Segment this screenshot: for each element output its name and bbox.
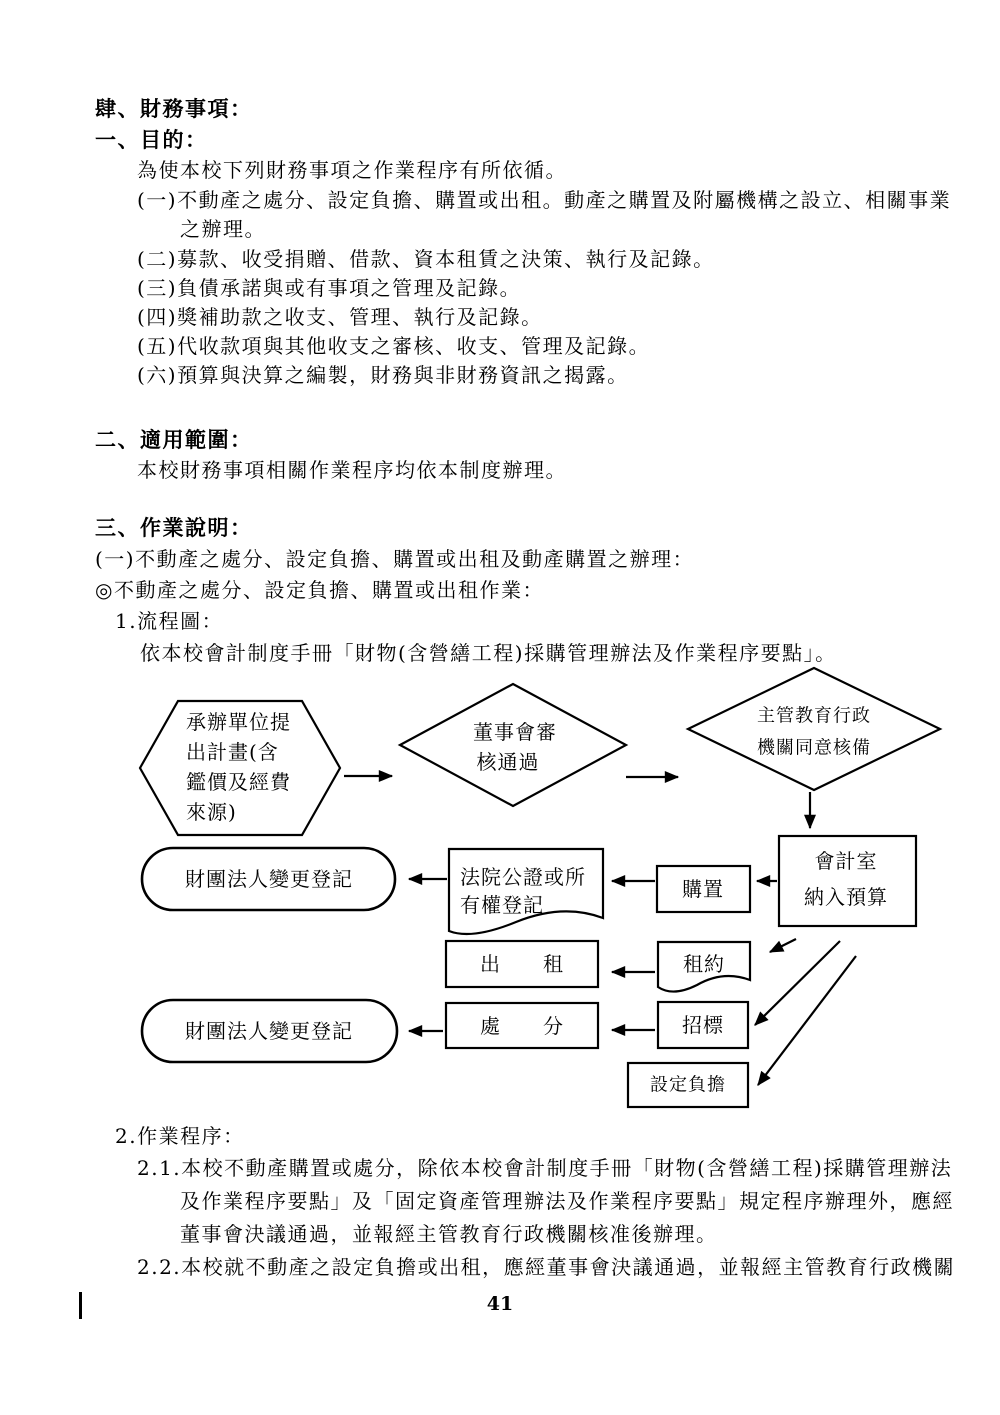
lease-contract-label: 租約 bbox=[683, 952, 725, 976]
lease-out-label: 出 租 bbox=[480, 952, 564, 976]
text-line: 2.1.本校不動產購置或處分，除依本校會計制度手冊「財物(含營繕工程)採購管理辦法 bbox=[137, 1156, 953, 1180]
court-registration-label-line2: 有權登記 bbox=[460, 893, 544, 917]
text-line: 本校財務事項相關作業程序均依本制度辦理。 bbox=[137, 458, 567, 482]
tender-label: 招標 bbox=[682, 1013, 724, 1037]
flowchart-node-authority-approval-diamond bbox=[688, 668, 940, 790]
text-line: 一、目的： bbox=[95, 127, 208, 152]
board-review-label-line1: 董事會審 bbox=[473, 720, 557, 744]
page-number: 41 bbox=[486, 1293, 514, 1315]
text-line: (四)獎補助款之收支、管理、執行及記錄。 bbox=[137, 305, 543, 329]
text-line: 肆、財務事項： bbox=[95, 96, 253, 121]
flowchart-node-board-review-diamond bbox=[400, 684, 626, 806]
purchase-label: 購置 bbox=[682, 877, 724, 901]
text-line: (二)募款、收受捐贈、借款、資本租賃之決策、執行及記錄。 bbox=[137, 247, 715, 271]
text-line: (六)預算與決算之編製，財務與非財務資訊之揭露。 bbox=[137, 363, 629, 387]
encumbrance-label: 設定負擔 bbox=[650, 1074, 726, 1096]
text-line: (三)負債承諾與或有事項之管理及記錄。 bbox=[137, 276, 522, 300]
accounting-budget-label-line2: 納入預算 bbox=[804, 885, 888, 909]
authority-approval-label-line2: 機關同意核備 bbox=[757, 737, 871, 759]
board-review-label-line2: 核通過 bbox=[476, 750, 540, 774]
disposal-label: 處 分 bbox=[480, 1014, 564, 1038]
flowchart-node-court-registration-doc bbox=[449, 849, 603, 934]
text-line: ◎不動產之處分、設定負擔、購置或出租作業： bbox=[95, 578, 544, 602]
authority-approval-label-line1: 主管教育行政 bbox=[757, 705, 871, 727]
arrow-accounting-to-encumbrance bbox=[758, 956, 856, 1085]
text-line: 1.流程圖： bbox=[115, 609, 224, 633]
accounting-budget-label-line1: 會計室 bbox=[814, 849, 878, 873]
plan-hexagon-label-line4: 來源) bbox=[186, 800, 237, 824]
text-line: (一)不動產之處分、設定負擔、購置或出租。動產之購置及附屬機構之設立、相關事業 bbox=[137, 188, 952, 212]
foundation-registration-bottom-label: 財團法人變更登記 bbox=[185, 1019, 353, 1043]
text-line: 2.2.本校就不動產之設定負擔或出租，應經董事會決議通過，並報經主管教育行政機關 bbox=[137, 1255, 956, 1279]
arrow-accounting-to-lease-contract bbox=[770, 939, 796, 952]
text-line: 為使本校下列財務事項之作業程序有所依循。 bbox=[137, 158, 567, 182]
text-line: (一)不動產之處分、設定負擔、購置或出租及動產購置之辦理： bbox=[95, 547, 695, 571]
text-line: 二、適用範圍： bbox=[95, 427, 253, 452]
court-registration-label-line1: 法院公證或所 bbox=[460, 865, 586, 889]
plan-hexagon-label-line2: 出計畫(含 bbox=[186, 740, 279, 764]
text-line: 依本校會計制度手冊「財物(含營繕工程)採購管理辦法及作業程序要點」。 bbox=[140, 641, 837, 665]
foundation-registration-top-label: 財團法人變更登記 bbox=[185, 867, 353, 891]
text-line: (五)代收款項與其他收支之審核、收支、管理及記錄。 bbox=[137, 334, 651, 358]
text-line: 及作業程序要點」及「固定資產管理辦法及作業程序要點」規定程序辦理外，應經 bbox=[180, 1189, 954, 1213]
text-line: 三、作業說明： bbox=[95, 515, 253, 540]
change-bar bbox=[79, 1292, 82, 1319]
text-line: 2.作業程序： bbox=[115, 1124, 245, 1148]
plan-hexagon-label-line1: 承辦單位提 bbox=[186, 710, 291, 734]
text-line: 之辦理。 bbox=[180, 217, 266, 241]
arrow-accounting-to-tender bbox=[755, 941, 840, 1025]
plan-hexagon-label-line3: 鑑價及經費 bbox=[186, 770, 291, 794]
text-line: 董事會決議通過，並報經主管教育行政機關核准後辦理。 bbox=[180, 1222, 718, 1246]
